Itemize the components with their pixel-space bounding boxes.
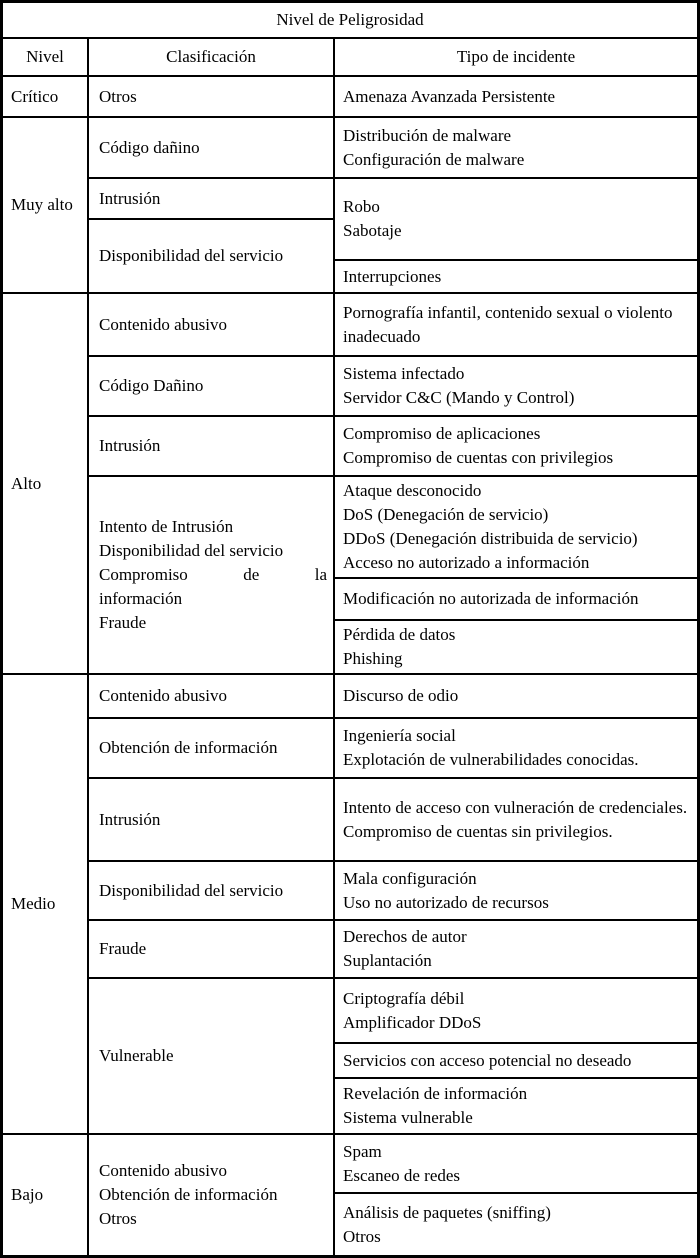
cell-line: DoS (Denegación de servicio)	[343, 505, 549, 524]
cell-line: DDoS (Denegación distribuida de servicio)	[343, 529, 638, 548]
cell-line: Disponibilidad del servicio	[99, 541, 284, 560]
cell-line: Discurso de odio	[343, 686, 459, 705]
incident-cell	[335, 717, 697, 777]
incident-cell	[335, 1192, 697, 1255]
cell-line: Amplificador DDoS	[343, 1012, 482, 1032]
incident-cell	[335, 118, 697, 177]
cell-line: Pérdida de datos	[343, 625, 456, 644]
incident-column	[335, 118, 697, 292]
cell-line: Intrusión	[99, 809, 161, 829]
classification-cell	[89, 919, 333, 977]
cell-line: Robo	[343, 197, 380, 216]
cell-line: Spam	[343, 1141, 382, 1161]
classification-cell	[89, 177, 333, 218]
incident-column	[335, 294, 697, 673]
classification-cell	[89, 294, 333, 355]
incident-cell	[335, 1042, 697, 1077]
cell-line: Obtención de información	[99, 738, 278, 757]
cell-line: Intrusión	[99, 436, 161, 455]
cell-line: Compromiso de cuentas con privilegios	[343, 448, 614, 467]
cell-line: Intento de Intrusión	[99, 517, 234, 536]
cell-line: Obtención de información	[99, 1185, 278, 1204]
cell-line: Derechos de autor	[343, 927, 467, 946]
cell-line: Pornografía infantil, contenido sexual o violento inadecuado	[343, 302, 673, 346]
cell-line: Servidor C&C (Mando y Control)	[343, 388, 575, 407]
incident-cell	[335, 777, 697, 860]
cell-line: Otros	[343, 1226, 381, 1246]
cell-line: Interrupciones	[343, 266, 442, 286]
classification-column	[89, 1135, 335, 1255]
level-cell: Alto	[3, 294, 89, 673]
column-header-clasificacion: Clasificación	[89, 39, 335, 75]
classification-cell	[89, 1135, 333, 1255]
level-cell: Medio	[3, 675, 89, 1133]
table-header-row	[3, 37, 697, 75]
cell-line: Intento de acceso con vulneración de credenciales.	[343, 797, 688, 817]
cell-line: Explotación de vulnerabilidades conocidas.	[343, 750, 639, 769]
incident-cell	[335, 675, 697, 717]
incident-cell	[335, 1077, 697, 1133]
classification-cell	[89, 355, 333, 415]
cell-line: Configuración de malware	[343, 149, 525, 169]
cell-line: información	[99, 589, 183, 608]
incident-cell	[335, 475, 697, 577]
incident-cell	[335, 619, 697, 673]
cell-line: Otros	[99, 86, 137, 106]
cell-line: Uso no autorizado de recursos	[343, 892, 549, 912]
cell-line: Fraude	[99, 939, 147, 958]
incident-column	[335, 675, 697, 1133]
classification-cell	[89, 415, 333, 475]
level-group-row	[3, 116, 697, 292]
cell-line: Disponibilidad del servicio	[99, 246, 284, 265]
cell-line: Análisis de paquetes (sniffing)	[343, 1202, 551, 1222]
cell-line: Escaneo de redes	[343, 1165, 461, 1185]
cell-line: Contenido abusivo	[99, 686, 227, 705]
incident-cell	[335, 259, 697, 292]
classification-cell	[89, 475, 333, 673]
classification-cell	[89, 118, 333, 177]
cell-line: Ataque desconocido	[343, 481, 482, 500]
incident-cell	[335, 860, 697, 919]
table-title: Nivel de Peligrosidad	[276, 10, 424, 29]
classification-cell	[89, 860, 333, 919]
level-cell: Crítico	[3, 77, 89, 116]
cell-line: Sistema infectado	[343, 364, 465, 383]
level-group-row	[3, 292, 697, 673]
cell-line: Modificación no autorizada de información	[343, 589, 639, 608]
cell-line: Contenido abusivo	[99, 314, 227, 334]
cell-line: Otros	[99, 1209, 137, 1228]
cell-line: Fraude	[99, 613, 147, 632]
cell-line: Compromiso de aplicaciones	[343, 424, 541, 443]
cell-line: Compromiso de la	[99, 565, 327, 584]
cell-line: Código Dañino	[99, 376, 204, 395]
classification-column	[89, 118, 335, 292]
cell-line: Intrusión	[99, 188, 161, 208]
cell-line: Phishing	[343, 649, 403, 668]
classification-cell	[89, 77, 333, 116]
level-group-row	[3, 75, 697, 116]
classification-cell	[89, 977, 333, 1133]
cell-line: Compromiso de cuentas sin privilegios.	[343, 821, 613, 841]
incident-column	[335, 1135, 697, 1255]
classification-cell	[89, 717, 333, 777]
level-cell: Muy alto	[3, 118, 89, 292]
classification-cell	[89, 777, 333, 860]
incident-cell	[335, 77, 697, 116]
classification-column	[89, 294, 335, 673]
cell-line: Contenido abusivo	[99, 1161, 227, 1180]
incident-cell	[335, 1135, 697, 1192]
cell-line: Suplantación	[343, 951, 432, 970]
cell-line: Servicios con acceso potencial no deseado	[343, 1050, 632, 1070]
incident-cell	[335, 355, 697, 415]
cell-line: Mala configuración	[343, 868, 477, 888]
cell-line: Código dañino	[99, 137, 200, 157]
cell-line: Ingeniería social	[343, 726, 456, 745]
incident-cell	[335, 919, 697, 977]
classification-cell	[89, 218, 333, 292]
cell-line: Disponibilidad del servicio	[99, 880, 284, 900]
classification-column	[89, 675, 335, 1133]
classification-column	[89, 77, 335, 116]
level-cell: Bajo	[3, 1135, 89, 1255]
cell-line: Vulnerable	[99, 1046, 174, 1065]
cell-line: Amenaza Avanzada Persistente	[343, 86, 556, 106]
incident-cell	[335, 415, 697, 475]
column-header-nivel: Nivel	[3, 39, 89, 75]
cell-line: Criptografía débil	[343, 988, 465, 1008]
classification-cell	[89, 675, 333, 717]
cell-line: Sistema vulnerable	[343, 1108, 473, 1127]
table-body	[3, 75, 697, 1255]
cell-line: Revelación de información	[343, 1084, 528, 1103]
incident-cell	[335, 977, 697, 1042]
cell-line: Acceso no autorizado a información	[343, 553, 590, 572]
incident-cell	[335, 577, 697, 619]
cell-line: Distribución de malware	[343, 125, 512, 145]
incident-cell	[335, 177, 697, 259]
column-header-tipo-incidente: Tipo de incidente	[456, 47, 576, 66]
level-group-row	[3, 1133, 697, 1255]
incident-cell	[335, 294, 697, 355]
cell-line: Sabotaje	[343, 221, 402, 240]
level-group-row	[3, 673, 697, 1133]
incident-column	[335, 77, 697, 116]
